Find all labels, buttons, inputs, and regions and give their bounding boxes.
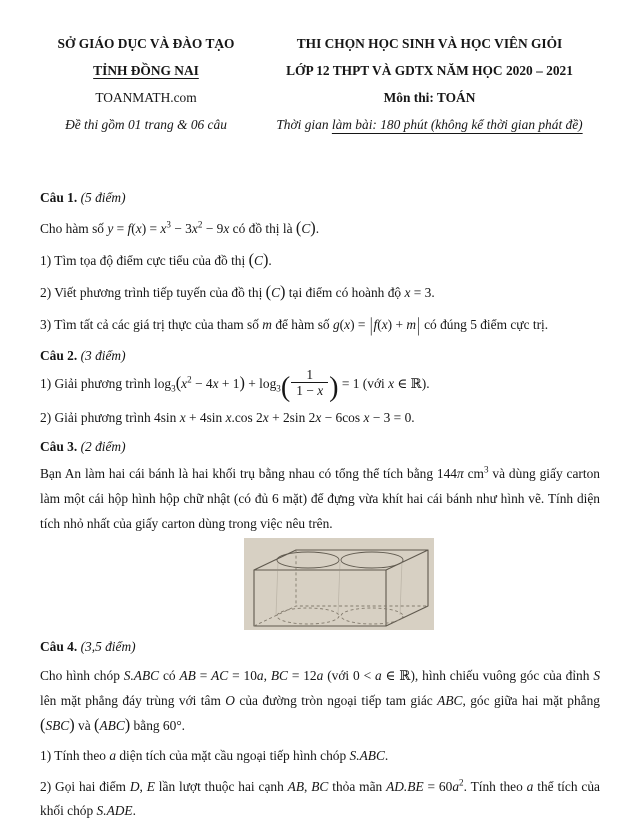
site-watermark: TOANMATH.com <box>95 90 197 105</box>
exam-title-line2: LỚP 12 THPT VÀ GDTX NĂM HỌC 2020 – 2021 <box>286 63 573 78</box>
question-1-heading: Câu 1. (5 điểm) <box>40 190 126 205</box>
question-4-item-2: 2) Gọi hai điểm D, E lần lượt thuộc hai cạnh AB, BC thỏa mãn $AD.BE = 60a^2$. Tính theo a thể tích của khối chóp S.ADE. <box>40 777 600 818</box>
question-2-item-2: 2) Giải phương trình 4sin x + 4sin x.cos 2x + 2sin 2x − 6cos x − 3 = 0. <box>40 410 415 425</box>
question-3-heading: Câu 3. (2 điểm) <box>40 439 126 454</box>
question-1-item-1: 1) Tìm tọa độ điểm cực tiểu của đồ thị (C). <box>40 250 272 269</box>
question-3-text: Bạn An làm hai cái bánh là hai khối trụ bằng nhau có tổng thể tích bằng 144π $cm^3$ và dùng giấy carton làm một cái hộp hình hộp chữ nhật (có đủ 6 mặt) để đựng vừa khít hai cái bánh như hình vẽ. Tính diện tích nhỏ nhất của giấy carton dùng trong việc nêu trên. <box>40 464 600 531</box>
exam-header <box>0 0 639 138</box>
question-1-item-3: 3) Tìm tất cả các giá trị thực của tham số m để hàm số g(x) = |f(x) + m| có đúng 5 điểm cực trị. <box>40 313 549 336</box>
cylinders-in-box-figure <box>244 538 434 630</box>
question-2-item-1: 1) Giải phương trình $\log_3(x^2 - 4x + 1) + \log_3$( $\frac{1}{1 - x}$ ) = 1 (với x ∈ ℝ). <box>40 367 430 403</box>
exam-length-note: Đề thi gồm 01 trang & 06 câu <box>65 117 227 132</box>
exam-duration <box>258 111 601 138</box>
duration-prefix: Thời gian <box>276 117 332 132</box>
question-1-item-2: 2) Viết phương trình tiếp tuyến của đồ thị (C) tại điểm có hoành độ x = 3. <box>40 282 435 301</box>
issuer-province: TỈNH ĐỒNG NAI <box>93 63 199 78</box>
question-2-heading: Câu 2. (3 điểm) <box>40 348 126 363</box>
question-4-item-1: 1) Tính theo a diện tích của mặt cầu ngoại tiếp hình chóp S.ABC. <box>40 748 389 763</box>
issuer-department: SỞ GIÁO DỤC VÀ ĐÀO TẠO <box>57 36 235 51</box>
cylinders-in-box-drawing <box>244 538 434 630</box>
exam-subject: Môn thi: TOÁN <box>383 90 476 105</box>
duration-underlined: làm bài: 180 phút (không kể thời gian phát đề) <box>331 117 583 132</box>
question-4-heading: Câu 4. (3,5 điểm) <box>40 639 136 654</box>
exam-title-block <box>252 30 601 138</box>
question-1-intro: Cho hàm số $y = f(x) = x^3 - 3x^2 - 9x$ có đồ thị là (C). <box>40 218 320 237</box>
question-4-text: Cho hình chóp S.ABC có AB = AC = 10a, BC = 12a (với 0 < a ∈ ℝ), hình chiếu vuông góc của đỉnh S lên mặt phẳng đáy trùng với tâm O của đường tròn ngoại tiếp tam giác ABC, góc giữa hai mặt phẳng (SBC) và (ABC) bằng 60°. <box>40 668 601 734</box>
issuer-block <box>40 30 252 138</box>
exam-body <box>0 190 639 823</box>
exam-title-line1: THI CHỌN HỌC SINH VÀ HỌC VIÊN GIỎI <box>296 36 563 51</box>
